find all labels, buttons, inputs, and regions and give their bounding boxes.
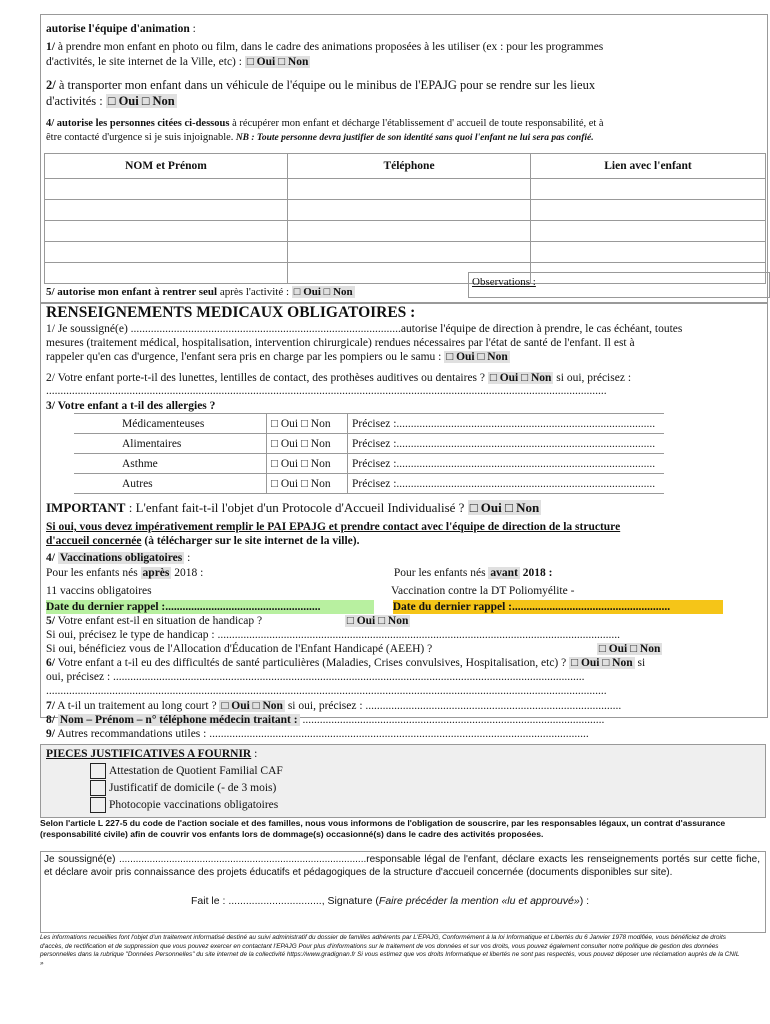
table-row <box>74 454 664 474</box>
medecin-label: Nom – Prénom – n° téléphone médecin traitant : <box>59 714 298 726</box>
authorization-transport-line1: 2/ à transporter mon enfant dans un véhicule de l'équipe ou le minibus de l'EPAJG pour se rendre sur les lieux <box>46 78 596 92</box>
important-line: IMPORTANT : L'enfant fait-t-il l'objet d'un Protocole d'Accueil Individualisé ? □ Oui □ Non <box>46 500 540 515</box>
allergy-type: Médicamenteuses <box>74 414 267 434</box>
allergy-precise-input[interactable]: Précisez :.......................................................................................... <box>348 414 665 434</box>
q6-dots[interactable]: ................................................................................................................................................................................................... <box>46 685 607 697</box>
authorization-pickup-line2: être contacté d'urgence si je suis injoignable. NB : Toute personne devra justifier de son identité sans quoi l'enfant ne lui sera pas confié. <box>46 132 594 143</box>
allergy-type: Alimentaires <box>74 434 267 454</box>
piece-checkbox[interactable] <box>90 763 106 779</box>
assurance-article: Selon l'article L 227-5 du code de l'action sociale et des familles, nous vous informons de l'obligation de souscrire, par les responsables légaux, un contrat d'assurance (responsabilité civile) afin de couvrir vos enfants lors de dommage(s) occasionné(s) dans le cadre des activités proposées. <box>40 818 726 839</box>
pai-line2: d'accueil concernée (à télécharger sur le site internet de la ville). <box>46 535 360 547</box>
allergy-oui-non-checkbox[interactable]: □ Oui □ Non <box>267 414 348 434</box>
q2-line: 2/ Votre enfant porte-t-il des lunettes, lentilles de contact, des prothèses auditives ou dentaires ? □ Oui □ Non si oui, précisez : <box>46 372 632 384</box>
q8-line: 8/ Nom – Prénom – n° téléphone médecin traitant : ......................................................................................................... <box>46 714 605 726</box>
vacc-born-line: Pour les enfants nés après 2018 : Pour les enfants nés avant 2018 : <box>46 567 553 579</box>
authorization-photo-line1: 1/ à prendre mon enfant en photo ou film, dans le cadre des animations proposées à les utiliser (ex : pour les programmes <box>46 41 604 53</box>
authorization-transport-line2: d'activités : □ Oui □ Non <box>46 94 175 108</box>
contact-name-input[interactable] <box>45 200 288 221</box>
contact-phone-input[interactable] <box>288 242 531 263</box>
privacy-footer: Les informations recueillies font l'objet d'un traitement informatisé destiné au suivi administratif du dossier de familles adhérents par L'EPAJG, Conformément à la loi Informatique et Libertés du 6 Janvier 1978 modifiée, vous bénéficiez de droits d'accès, de rectification et de suppression que vous pouvez exercer en contactant l'EPAJG Pour plus d'informations sur le traitement de vos données et sur vos droits, vous pouvez également consulter notre politique de gestion des données personnelles dans la rubrique "Données Personnelles" du site internet de la collectivité https://www.gradignan.fr Si vous estimez que vos droits Informatique et libertés ne sont pas respectés, vous pouvez déposer une réclamation auprès de la CNIL » <box>40 934 740 967</box>
allergies-table <box>74 413 664 494</box>
q7-line: 7/ A t-il un traitement au long court ? □ Oui □ Non si oui, précisez : ......................................................................................... <box>46 700 622 712</box>
nb-note: NB : Toute personne devra justifier de son identité sans quoi l'enfant ne lui sera pas confié. <box>233 133 594 143</box>
allergy-type: Asthme <box>74 454 267 474</box>
vacc-detail-line: 11 vaccins obligatoires Vaccination contre la DT Poliomyélite - <box>46 585 575 597</box>
contact-name-input[interactable] <box>45 221 288 242</box>
q6-line2[interactable]: oui, précisez : .................................................................................................................................................................... <box>46 671 585 683</box>
authorization-heading-line: autorise l'équipe d'animation : <box>46 23 196 35</box>
q6-line: 6/ Votre enfant a t-il eu des difficultés de santé particulières (Maladies, Crises convulsives, Hospitalisation, etc) ? □ Oui □ Non si <box>46 657 646 669</box>
aeeh-oui-non-checkbox[interactable]: □ Oui □ Non <box>598 643 661 655</box>
declaration-text[interactable]: Je soussigné(e) .........................................................................................responsable légal de l'enfant, déclare exacts les renseignements portés sur cette fiche, et déclare avoir pris connaissance des projets éducatifs et pédagogiques de la structure d'accueil concernée (documents disponibles sur site). <box>44 854 760 878</box>
rappel-avant-field[interactable]: Date du dernier rappel :....................................................... <box>393 600 723 614</box>
piece-checkbox[interactable] <box>90 780 106 796</box>
authorization-heading: autorise l'équipe d'animation <box>46 23 190 35</box>
piece-checkbox[interactable] <box>90 797 106 813</box>
table-row <box>45 200 766 221</box>
observations-label: Observations : <box>472 276 536 288</box>
table-row <box>45 221 766 242</box>
contact-phone-input[interactable] <box>288 221 531 242</box>
rappel-line <box>46 600 730 614</box>
pai-oui-non-checkbox[interactable]: □ Oui □ Non <box>469 500 540 515</box>
contacts-table-header <box>45 154 766 179</box>
lunettes-oui-non-checkbox[interactable]: □ Oui □ Non <box>489 372 552 384</box>
q1-line3: rappeler qu'en cas d'urgence, l'enfant sera pris en charge par les pompiers ou le samu : □ Oui □ Non <box>46 351 508 363</box>
col-telephone: Téléphone <box>288 154 531 179</box>
allergy-oui-non-checkbox[interactable]: □ Oui □ Non <box>267 454 348 474</box>
allergy-precise-input[interactable]: Précisez :.......................................................................................... <box>348 434 665 454</box>
pieces-list <box>90 763 283 814</box>
sortie-seul-line: 5/ autorise mon enfant à rentrer seul après l'activité : □ Oui □ Non <box>46 286 353 298</box>
col-nom: NOM et Prénom <box>45 154 288 179</box>
contact-link-input[interactable] <box>531 221 766 242</box>
list-item: Attestation de Quotient Familial CAF <box>90 763 283 780</box>
declaration-box <box>40 851 766 933</box>
allergy-oui-non-checkbox[interactable]: □ Oui □ Non <box>267 474 348 494</box>
allergy-oui-non-checkbox[interactable]: □ Oui □ Non <box>267 434 348 454</box>
q1-line2: mesures (traitement médical, hospitalisation, intervention chirurgicale) rendues nécessaires par l'état de santé de l'enfant. Il est à <box>46 337 635 349</box>
q2-dots[interactable]: ................................................................................................................................................................................................... <box>46 385 607 397</box>
pieces-title: PIECES JUSTIFICATIVES A FOURNIR <box>46 748 252 760</box>
contact-name-input[interactable] <box>45 179 288 200</box>
contact-name-input[interactable] <box>45 263 288 284</box>
col-lien: Lien avec l'enfant <box>531 154 766 179</box>
pai-line1: Si oui, vous devez impérativement remplir le PAI EPAJG et prendre contact avec l'équipe de direction de la structure <box>46 521 621 533</box>
table-row <box>45 179 766 200</box>
photo-oui-non-checkbox[interactable]: □ Oui □ Non <box>246 56 309 68</box>
handicap-oui-non-checkbox[interactable]: □ Oui □ Non <box>346 615 409 627</box>
sortie-oui-non-checkbox[interactable]: □ Oui □ Non <box>293 286 353 298</box>
table-row <box>74 414 664 434</box>
rappel-apres-field[interactable]: Date du dernier rappel :...................................................... <box>46 600 374 614</box>
q9-line: 9/ Autres recommandations utiles : .................................................................................................................................... <box>46 728 589 740</box>
q1-line1: 1/ Je soussigné(e) ..............................................................................................autorise l'équipe de direction à prendre, le cas échéant, toutes <box>46 323 683 335</box>
difficultes-oui-non-checkbox[interactable]: □ Oui □ Non <box>571 657 633 669</box>
authorization-photo-line2: d'activités, le site internet de la Ville, etc) : □ Oui □ Non <box>46 56 309 68</box>
list-item: Justificatif de domicile (- de 3 mois) <box>90 780 283 797</box>
contact-link-input[interactable] <box>531 179 766 200</box>
allergy-type: Autres <box>74 474 267 494</box>
allergy-precise-input[interactable]: Précisez :.......................................................................................... <box>348 454 665 474</box>
allergy-precise-input[interactable]: Précisez :.......................................................................................... <box>348 474 665 494</box>
transport-oui-non-checkbox[interactable]: □ Oui □ Non <box>107 94 175 108</box>
contact-phone-input[interactable] <box>288 200 531 221</box>
medical-title: RENSEIGNEMENTS MEDICAUX OBLIGATOIRES : <box>46 304 416 321</box>
table-row <box>45 242 766 263</box>
contact-link-input[interactable] <box>531 242 766 263</box>
contact-phone-input[interactable] <box>288 179 531 200</box>
urgence-oui-non-checkbox[interactable]: □ Oui □ Non <box>446 351 508 363</box>
observations-box[interactable] <box>468 272 770 298</box>
contact-name-input[interactable] <box>45 242 288 263</box>
q5-type-line[interactable]: Si oui, précisez le type de handicap : ............................................................................................................................................ <box>46 629 620 641</box>
q5-line: 5/ Votre enfant est-il en situation de handicap ? □ Oui □ Non <box>46 615 409 627</box>
list-item: Photocopie vaccinations obligatoires <box>90 797 283 814</box>
q4-line: 4/ Vaccinations obligatoires : <box>46 552 191 564</box>
traitement-oui-non-checkbox[interactable]: □ Oui □ Non <box>221 700 283 712</box>
pieces-title-line: PIECES JUSTIFICATIVES A FOURNIR : <box>46 748 258 760</box>
contact-link-input[interactable] <box>531 200 766 221</box>
q3-heading: 3/ Votre enfant a t-il des allergies ? <box>46 400 216 412</box>
contacts-table <box>44 153 766 284</box>
fait-le-line: Fait le : ................................, Signature (Faire précéder la mention «lu et approuvé») : <box>191 895 590 907</box>
vaccinations-label: Vaccinations obligatoires <box>59 552 183 564</box>
table-row <box>74 434 664 454</box>
table-row <box>74 474 664 494</box>
authorization-pickup-line1: 4/ autorise les personnes citées ci-dessous à récupérer mon enfant et décharge l'établissement d' accueil de toute responsabilité, et à <box>46 118 604 129</box>
q5-aeeh-line: Si oui, bénéficiez vous de l'Allocation d'Éducation de l'Enfant Handicapé (AEEH) ? □ Oui □ Non <box>46 643 661 655</box>
